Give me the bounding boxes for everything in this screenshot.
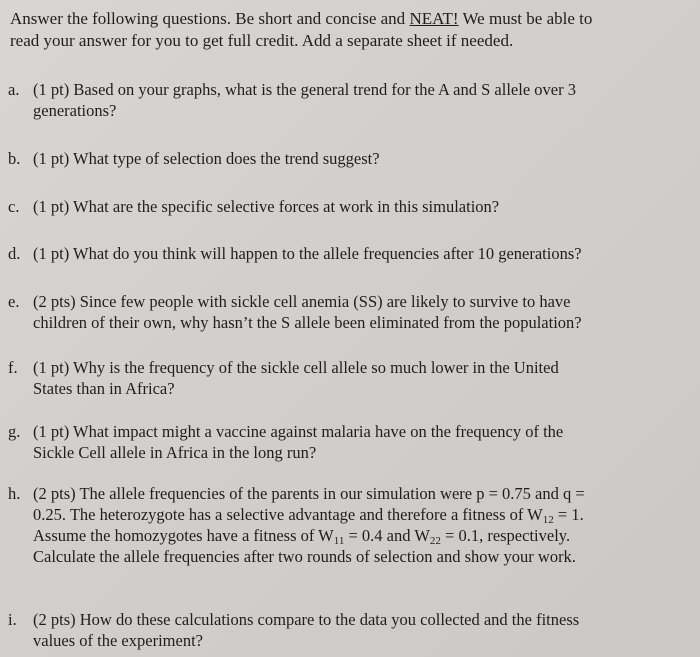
question-e: e. (2 pts) Since few people with sickle cell anemia (SS) are likely to survive to have children of their own, why hasn’t the S allele been eliminated from the population? <box>8 292 582 332</box>
question-letter: b. <box>8 149 21 168</box>
question-letter: a. <box>8 80 20 99</box>
question-letter: d. <box>8 244 21 263</box>
neat-underlined: NEAT! <box>409 9 459 28</box>
instructions <box>10 8 690 52</box>
question-i: i. (2 pts) How do these calculations compare to the data you collected and the fitness values of the experiment? <box>8 610 580 650</box>
question-letter: c. <box>8 197 20 216</box>
question-h: h. (2 pts) The allele frequencies of the parents in our simulation were p = 0.75 and q = 0.25. The heterozygote has a selective advantage and therefore a fitness of $W_{12} = 1$. Assume the homozygotes have a fitness of $W_{11} = 0.4$ and $W_{22} = 0.1$, respectively. Calculate the allele frequencies after two rounds of selection and show your work. <box>8 484 585 566</box>
question-g: g. (1 pt) What impact might a vaccine against malaria have on the frequency of the Sickle Cell allele in Africa in the long run? <box>8 422 564 462</box>
instructions-line-2: read your answer for you to get full credit. Add a separate sheet if needed. <box>10 31 514 50</box>
question-f: f. (1 pt) Why is the frequency of the sickle cell allele so much lower in the United States than in Africa? <box>8 358 559 398</box>
question-letter: e. <box>8 292 20 311</box>
question-a: a. (1 pt) Based on your graphs, what is the general trend for the A and S allele over 3 generations? <box>8 80 576 120</box>
question-b: b. (1 pt) What type of selection does the trend suggest? <box>8 149 380 168</box>
question-c: c. (1 pt) What are the specific selective forces at work in this simulation? <box>8 197 500 216</box>
question-letter: h. <box>8 484 21 503</box>
instructions-line-1: Answer the following questions. Be short and concise and NEAT! We must be able to <box>10 9 593 28</box>
question-d: d. (1 pt) What do you think will happen to the allele frequencies after 10 generations? <box>8 244 582 263</box>
question-letter: f. <box>8 358 18 377</box>
question-letter: g. <box>8 422 21 441</box>
question-letter: i. <box>8 610 17 629</box>
